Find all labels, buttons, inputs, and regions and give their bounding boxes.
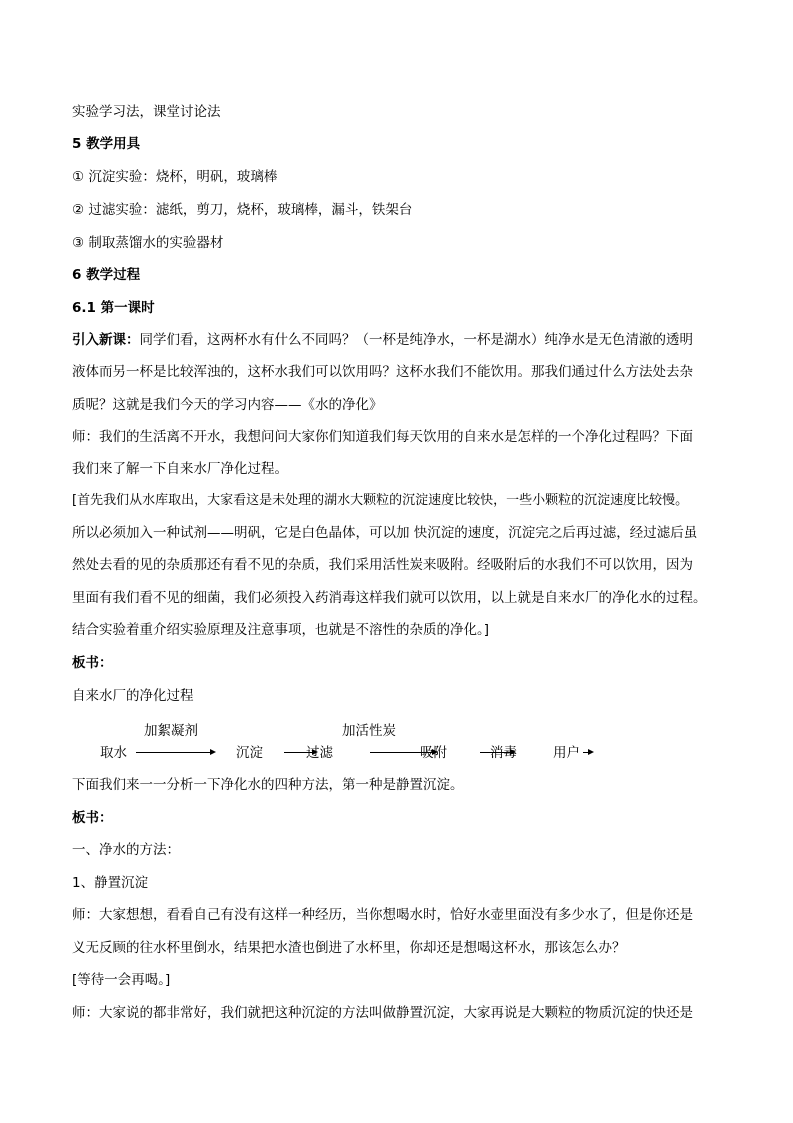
method-line: 实验学习法，课堂讨论法 bbox=[72, 104, 221, 120]
section-heading-5: 5 教学用具 bbox=[72, 136, 141, 152]
flow-label-carbon: 加活性炭 bbox=[342, 723, 396, 739]
paragraph-line bbox=[72, 330, 733, 350]
flow-arrow bbox=[136, 752, 210, 753]
paragraph-line: 我们来了解一下自来水厂净化过程。 bbox=[72, 461, 288, 477]
list-item: 1、静置沉淀 bbox=[72, 875, 149, 891]
flow-step-filter: 过滤 bbox=[306, 745, 333, 761]
paragraph-line: 结合实验着重介绍实验原理及注意事项，也就是不溶性的杂质的净化。] bbox=[72, 622, 490, 638]
paragraph-line: 然处去看的见的杂质那还有看不见的杂质，我们采用活性炭来吸附。经吸附后的水我们不可以饮用，因为 bbox=[72, 557, 693, 573]
paragraph-line: 里面有我们看不见的细菌，我们必须投入药消毒这样我们就可以饮用，以上就是自来水厂的净化水的过程。 bbox=[72, 590, 707, 606]
flow-step-adsorb: 吸附 bbox=[420, 745, 447, 761]
flow-step-take-water: 取水 bbox=[100, 745, 127, 761]
paragraph-line: 下面我们来一一分析一下净化水的四种方法，第一种是静置沉淀。 bbox=[72, 777, 464, 793]
list-item: ② 过滤实验：滤纸，剪刀，烧杯，玻璃棒，漏斗，铁架台 bbox=[72, 202, 413, 218]
paragraph-line: 师：大家想想，看看自己有没有这样一种经历，当你想喝水时，恰好水壶里面没有多少水了，但是你还是 bbox=[72, 907, 693, 923]
flow-step-user: 用户 bbox=[553, 745, 580, 761]
section-heading-6: 6 教学过程 bbox=[72, 267, 141, 283]
paragraph-line: 师：大家说的都非常好，我们就把这种沉淀的方法叫做静置沉淀，大家再说是大颗粒的物质沉淀的快还是 bbox=[72, 1005, 693, 1021]
paragraph-line: 液体而另一杯是比较浑浊的，这杯水我们可以饮用吗？这杯水我们不能饮用。那我们通过什么方法处去杂 bbox=[72, 364, 693, 380]
flow-arrow bbox=[583, 752, 588, 753]
paragraph-line: 所以必须加入一种试剂——明矾，它是白色晶体，可以加 快沉淀的速度，沉淀完之后再过滤，经过滤后虽 bbox=[72, 525, 698, 541]
intro-label: 引入新课： bbox=[72, 332, 140, 348]
flow-step-settle: 沉淀 bbox=[236, 745, 263, 761]
paragraph-line: 义无反顾的往水杯里倒水，结果把水渣也倒进了水杯里，你却还是想喝这杯水，那该怎么办？ bbox=[72, 940, 626, 956]
list-item: ③ 制取蒸馏水的实验器材 bbox=[72, 235, 224, 251]
list-heading: 一、净水的方法： bbox=[72, 842, 180, 858]
paragraph-line: [等待一会再喝。] bbox=[72, 972, 171, 988]
board-label: 板书： bbox=[72, 810, 113, 826]
process-title: 自来水厂的净化过程 bbox=[72, 688, 194, 704]
board-label: 板书： bbox=[72, 655, 113, 671]
paragraph-line: 师：我们的生活离不开水，我想问问大家你们知道我们每天饮用的自来水是怎样的一个净化过程吗？下面 bbox=[72, 429, 693, 445]
flow-step-disinfect: 消毒 bbox=[490, 745, 517, 761]
intro-text: 同学们看，这两杯水有什么不同吗？（一杯是纯净水，一杯是湖水）纯净水是无色清澈的透明 bbox=[139, 332, 693, 348]
paragraph-line: 质呢？这就是我们今天的学习内容——《水的净化》 bbox=[72, 397, 383, 413]
paragraph-line: [首先我们从水库取出，大家看这是未处理的湖水大颗粒的沉淀速度比较快，一些小颗粒的沉淀速度比较慢。 bbox=[72, 493, 689, 508]
flow-label-coagulant: 加絮凝剂 bbox=[144, 723, 198, 739]
list-item: ① 沉淀实验：烧杯，明矾，玻璃棒 bbox=[72, 169, 278, 185]
subsection-heading: 6.1 第一课时 bbox=[72, 300, 155, 316]
